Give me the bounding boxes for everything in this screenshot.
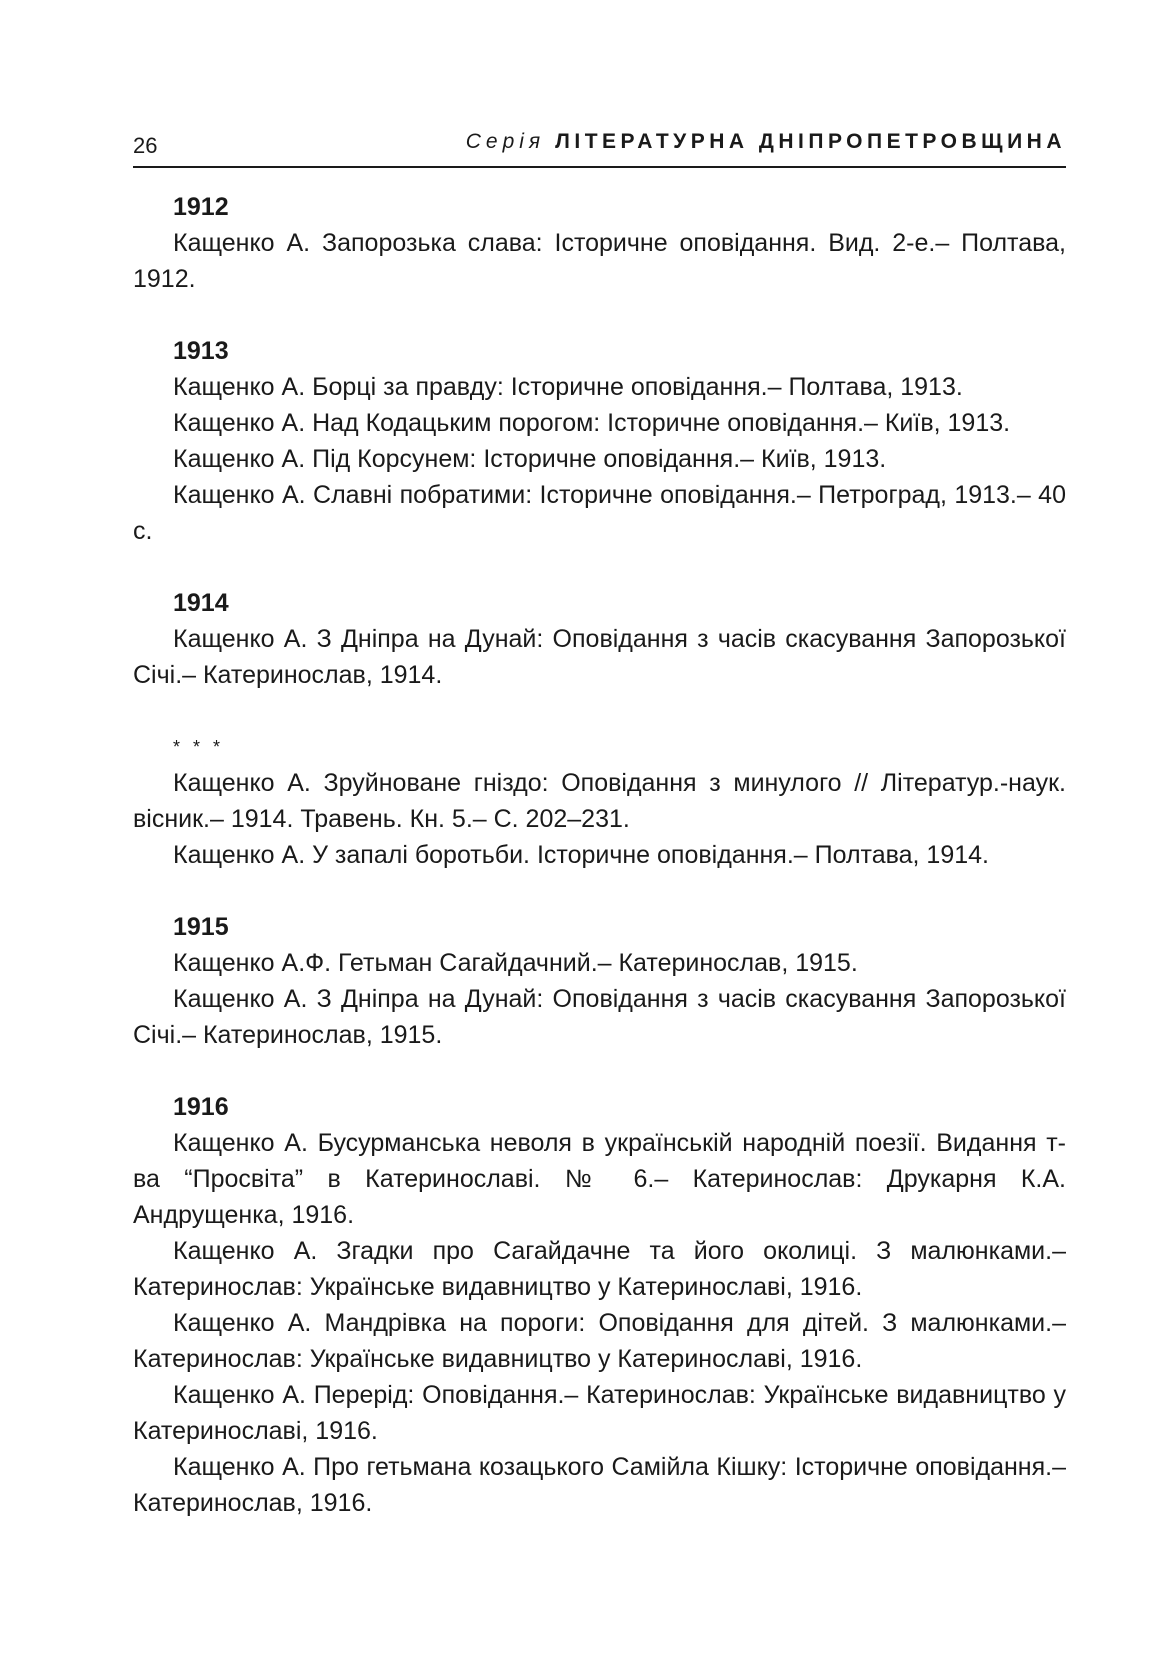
year-section-1916 — [133, 1089, 1066, 1521]
year-section-1912 — [133, 189, 1066, 297]
bibliography-entry: Кащенко А. Запорозька слава: Історичне оповідання. Вид. 2-е.– Полтава, 1912. — [133, 229, 1066, 293]
bibliography-entry: Кащенко А. Про гетьмана козацького Самійла Кішку: Історичне оповідання.– Катеринослав, 1916. — [133, 1453, 1066, 1517]
year-section-1915 — [133, 909, 1066, 1053]
running-head — [466, 130, 1066, 154]
section-separator-block — [133, 729, 1066, 873]
bibliography-entry: Кащенко А.Ф. Гетьман Сагайдачний.– Катеринослав, 1915. — [173, 949, 858, 977]
bibliography-entry: Кащенко А. Борці за правду: Історичне оповідання.– Полтава, 1913. — [173, 373, 963, 401]
bibliography-entry: Кащенко А. Зруйноване гніздо: Оповідання з минулого // Літератур.-наук. вісник.– 1914. Травень. Кн. 5.– С. 202–231. — [133, 769, 1066, 833]
year-heading: 1916 — [173, 1093, 229, 1121]
bibliography-entry: Кащенко А. Під Корсунем: Історичне оповідання.– Київ, 1913. — [173, 445, 887, 473]
bibliography-entry: Кащенко А. Перерід: Оповідання.– Катеринослав: Українське видавництво у Катеринославі, 1916. — [133, 1381, 1066, 1445]
year-heading: 1913 — [173, 337, 229, 365]
year-heading: 1914 — [173, 589, 229, 617]
bibliography-entry: Кащенко А. Славні побратими: Історичне оповідання.– Петроград, 1913.– 40 с. — [133, 481, 1066, 545]
year-heading: 1912 — [173, 193, 229, 221]
year-heading: 1915 — [173, 913, 229, 941]
year-section-1914 — [133, 585, 1066, 693]
bibliography-list — [133, 189, 1066, 1557]
bibliography-entry: Кащенко А. З Дніпра на Дунай: Оповідання з часів скасування Запорозької Січі.– Катеринослав, 1914. — [133, 625, 1066, 689]
header-rule — [133, 166, 1066, 168]
series-title: ЛІТЕРАТУРНА ДНІПРОПЕТРОВЩИНА — [555, 130, 1066, 153]
bibliography-entry: Кащенко А. Бусурманська неволя в українській народній поезії. Видання т-ва “Просвіта” в Катеринославі. № 6.– Катеринослав: Друкарня К.А. Андрущенка, 1916. — [133, 1129, 1066, 1229]
bibliography-entry: Кащенко А. У запалі боротьби. Історичне оповідання.– Полтава, 1914. — [173, 841, 989, 869]
bibliography-entry: Кащенко А. Мандрівка на пороги: Оповідання для дітей. З малюнками.– Катеринослав: Українське видавництво у Катеринославі, 1916. — [133, 1309, 1066, 1373]
page-number: 26 — [133, 133, 158, 158]
series-label: Серія — [465, 130, 546, 153]
section-separator-stars: * * * — [173, 737, 225, 757]
bibliography-entry: Кащенко А. З Дніпра на Дунай: Оповідання з часів скасування Запорозької Січі.– Катеринослав, 1915. — [133, 985, 1066, 1049]
bibliography-entry: Кащенко А. Згадки про Сагайдачне та його околиці. З малюнками.– Катеринослав: Українське видавництво у Катеринославі, 1916. — [133, 1237, 1066, 1301]
bibliography-entry: Кащенко А. Над Кодацьким порогом: Історичне оповідання.– Київ, 1913. — [173, 409, 1011, 437]
year-section-1913 — [133, 333, 1066, 549]
